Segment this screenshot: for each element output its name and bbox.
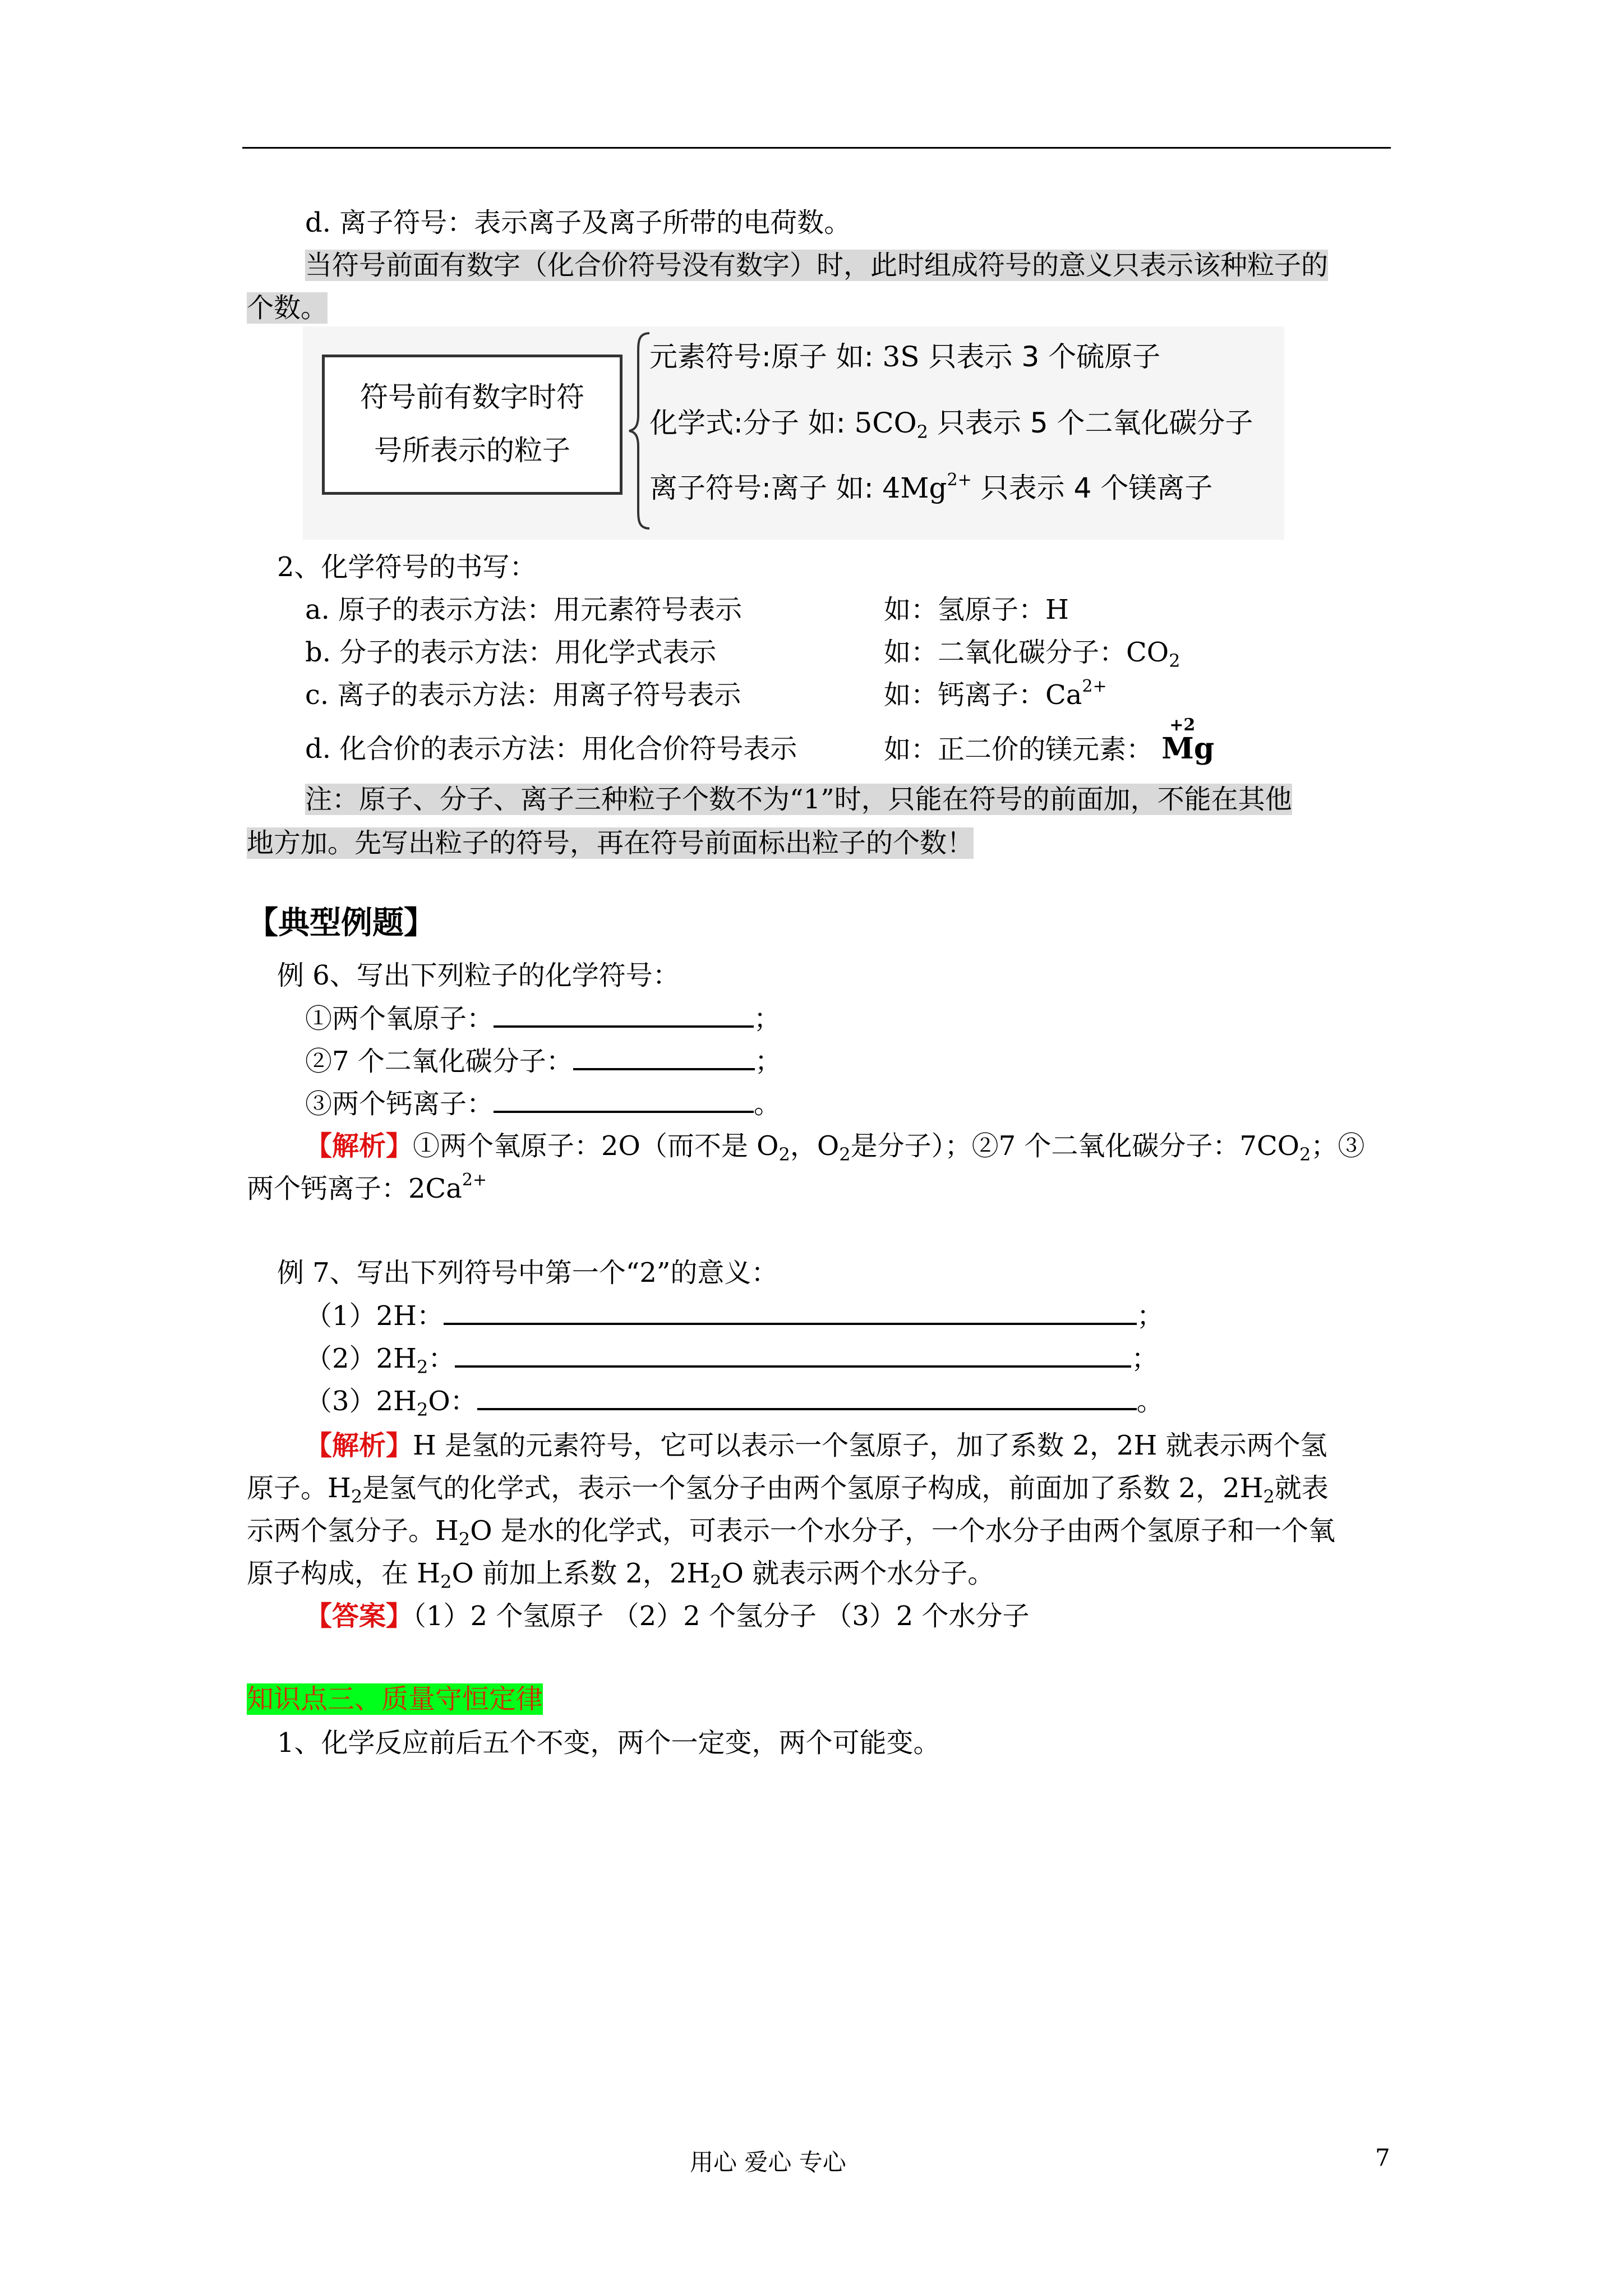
diagram-row-molecule: 化学式:分子 如: $5CO_2$ 只表示 5 个二氧化碳分子 [649, 407, 1253, 443]
ion-symbol-item: d. 离子符号：表示离子及离子所带的电荷数。 [305, 207, 851, 238]
example-d: 如：正二价的镁元素： +2 Mg [884, 715, 1215, 766]
method-d: d. 化合价的表示方法：用化合价符号表示 [305, 733, 797, 765]
example6-q2: ②7 个二氧化碳分子： ； [305, 1043, 782, 1079]
answer-blank[interactable] [573, 1043, 755, 1070]
example7-analysis-line1: 【解析】H 是氢的元素符号，它可以表示一个氢原子，加了系数 2，2H 就表示两个氢 [305, 1430, 1327, 1461]
example-c: 如：钙离子：$Ca^{2+}$ [884, 677, 1107, 711]
method-a: a. 原子的表示方法：用元素符号表示 [305, 594, 743, 625]
diagram-box-line1: 符号前有数字时符 [360, 381, 584, 413]
example-b: 如：二氧化碳分子：$CO_2$ [884, 637, 1181, 671]
note-highlight-1: 当符号前面有数字（化合价符号没有数字）时，此时组成符号的意义只表示该种粒子的 [305, 250, 1329, 281]
diagram-row-element: 元素符号:原子 如: 3S 只表示 3 个硫原子 [649, 341, 1161, 373]
particle-meaning-diagram [303, 326, 1284, 540]
answer-blank[interactable] [444, 1298, 1137, 1325]
curly-brace-icon [628, 331, 651, 531]
example7-analysis-line3: 示两个氢分子。$H_2O$ 是水的化学式，可表示一个水分子，一个水分子由两个氢原子和一个氧 [247, 1515, 1335, 1550]
example7-answer: 【答案】（1）2 个氢原子 （2）2 个氢分子 （3）2 个水分子 [305, 1600, 1030, 1632]
conservation-item-1: 1、化学反应前后五个不变，两个一定变，两个可能变。 [277, 1727, 940, 1759]
note-highlight-2: 个数。 [247, 292, 328, 324]
note-line-1 [305, 248, 1328, 283]
diagram-box [322, 355, 623, 495]
example7-q2: $(2)2H_2$： ； [305, 1341, 1158, 1376]
answer-blank[interactable] [455, 1341, 1131, 1368]
example6-analysis-line2: 两个钙离子：$2Ca^{2+}$ [247, 1170, 487, 1204]
note2-line-1: 注：原子、分子、离子三种粒子个数不为“1”时，只能在符号的前面加，不能在其他 [305, 784, 1292, 815]
typical-examples-heading: 【典型例题】 [247, 904, 435, 941]
method-b: b. 分子的表示方法：用化学式表示 [305, 637, 717, 668]
example6-title: 例 6、写出下列粒子的化学符号： [277, 960, 680, 991]
diagram-row-ion: 离子符号:离子 如: $4Mg^{2+}$ 只表示 4 个镁离子 [649, 470, 1213, 504]
example7-q1: （1）2H： ； [305, 1298, 1164, 1333]
answer-blank[interactable] [494, 1086, 754, 1113]
example7-analysis-line2: 原子。$H_2$是氢气的化学式，表示一个氢分子由两个氢原子构成，前面加了系数 2，$2H_2$就表 [247, 1473, 1329, 1507]
diagram-box-line2: 号所表示的粒子 [374, 434, 570, 467]
example6-analysis: 【解析】①两个氧原子：2O（而不是 $O_2$，$O_2$是分子）；②7 个二氧化碳分子：$7CO_2$；③ [305, 1130, 1365, 1165]
example-a: 如：氢原子：H [884, 594, 1069, 625]
example7-q3: $(3)2H_2O$： 。 [305, 1383, 1164, 1419]
example6-q1: ①两个氧原子： ； [305, 1001, 781, 1036]
answer-blank[interactable] [477, 1383, 1137, 1410]
note-line-2 [247, 291, 328, 325]
example7-title: 例 7、写出下列符号中第一个“2”的意义： [277, 1257, 778, 1289]
method-c: c. 离子的表示方法：用离子符号表示 [305, 679, 741, 711]
section-writing-title: 2、化学符号的书写： [277, 551, 537, 583]
example6-q3: ③两个钙离子： 。 [305, 1086, 781, 1121]
knowledge-point-3-heading: 知识点三、质量守恒定律 [247, 1683, 543, 1715]
example7-analysis-line4: 原子构成，在 $H_2O$ 前加上系数 2，$2H_2O$ 就表示两个水分子。 [247, 1558, 995, 1593]
header-rule [242, 147, 1391, 149]
page-number: 7 [1375, 2144, 1390, 2171]
answer-blank[interactable] [494, 1001, 754, 1028]
note2-line-2: 地方加。先写出粒子的符号，再在符号前面标出粒子的个数！ [247, 827, 974, 859]
valence-symbol: +2 Mg [1161, 715, 1215, 766]
footer-motto: 用心 爱心 专心 [690, 2148, 846, 2176]
